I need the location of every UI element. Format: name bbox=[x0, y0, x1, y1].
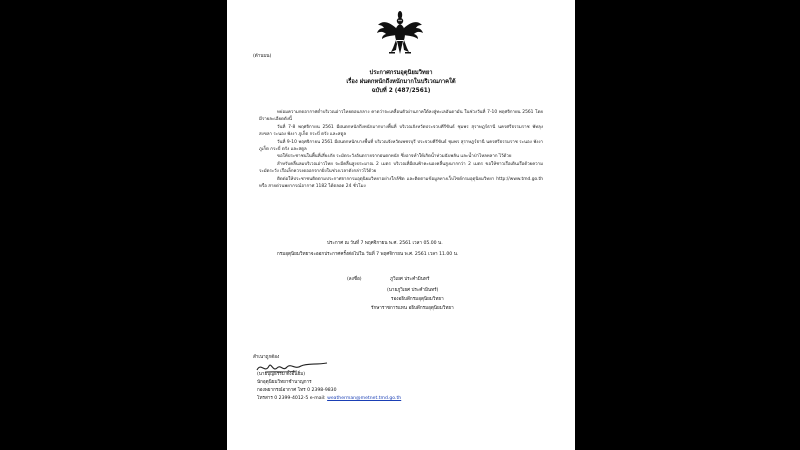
announcement-title: ประกาศกรมอุตุนิยมวิทยา bbox=[369, 70, 433, 76]
announcement-issue: ฉบับที่ 2 (487/2561) bbox=[371, 88, 431, 94]
signer-role: รองอธิบดีกรมอุตุนิยมวิทยา bbox=[391, 297, 444, 302]
body-paragraph: วันที่ 9-10 พฤศจิกายน 2561 มีฝนตกหนักบางพื้นที่ บริเวณจังหวัดเพชรบุรี ประจวบคีรีขันธ์ ชุมพร สุราษฎร์ธานี นครศรีธรรมราช ระนอง พังงา ภูเก็ต กระบี่ ตรัง และสตูล bbox=[259, 139, 543, 153]
garuda-emblem-icon bbox=[375, 8, 425, 58]
email-link[interactable]: weatherman@metnet.tmd.go.th bbox=[327, 396, 402, 401]
signer-role-acting: รักษาราชการแทน อธิบดีกรมอุตุนิยมวิทยา bbox=[371, 306, 454, 311]
copy-signer-role: นักอุตุนิยมวิทยาชำนาญการ bbox=[257, 380, 312, 385]
signer-name: ภูวิเยศ ประคำมินทร์ bbox=[390, 277, 430, 282]
body-paragraph: ติดต่อให้ประชาชนติดตามประกาศจากกรมอุตุนิยมวิทยาอย่างใกล้ชิด และติดตามข้อมูลทางเว็บไซต์กรมอุตุนิยมวิทยา http://www.tmd.go.th หรือ สายด่วนพยากรณ์อากาศ 1182 ได้ตลอด 24 ชั่วโมง bbox=[259, 176, 543, 190]
copy-certified-label: สำเนาถูกต้อง bbox=[253, 355, 280, 360]
copy-contact-text: โทรสาร 0 2399-4012-5 e-mail: bbox=[257, 396, 326, 401]
document-page bbox=[227, 0, 575, 450]
copy-signer-name: (นายบุญธรรม ตั้งอั้นฮิ่ม) bbox=[257, 372, 306, 377]
copy-department: กองพยากรณ์อากาศ โทร 0 2398-9830 bbox=[257, 388, 337, 393]
issued-at: ประกาศ ณ วันที่ 7 พฤศจิกายน พ.ศ. 2561 เวลา 05.00 น. bbox=[327, 241, 443, 246]
body-paragraph: วันที่ 7-8 พฤศจิกายน 2561 มีฝนตกหนักถึงหนักมากบางพื้นที่ บริเวณจังหวัดประจวบคีรีขันธ์ ชุมพร สุราษฎร์ธานี นครศรีธรรมราช พัทลุง สงขลา ระนอง พังงา ภูเก็ต กระบี่ ตรัง และสตูล bbox=[259, 124, 543, 138]
next-notice: กรมอุตุนิยมวิทยาจะออกประกาศครั้งต่อไปใน วันที่ 7 พฤศจิกายน พ.ศ. 2561 เวลา 11.00 น. bbox=[277, 252, 459, 257]
continued-note: (ด้านบน) bbox=[253, 54, 272, 59]
signer-name-paren: (นายภูวิเยศ ประคำมินทร์) bbox=[387, 288, 439, 293]
body-paragraph: ขอให้ประชาชนในพื้นที่เสี่ยงภัย ระมัดระวังอันตรายจากฝนตกหนัก ซึ่งอาจทำให้เกิดน้ำท่วมฉับพลัน และน้ำป่าไหลหลาก ไว้ด้วย bbox=[277, 154, 512, 160]
signed-label: (ลงชื่อ) bbox=[347, 277, 362, 282]
announcement-body bbox=[259, 109, 543, 190]
announcement-subject: เรื่อง ฝนตกหนักถึงหนักมากในบริเวณภาคใต้ bbox=[346, 79, 456, 85]
copy-contact bbox=[257, 396, 401, 402]
body-paragraph: หย่อมความกดอากาศต่ำบริเวณอ่าวไทยตอนกลาง คาดว่าจะเคลื่อนตัวผ่านภาคใต้ลงสู่ทะเลอันดามัน ในช่วงวันที่ 7-10 พฤศจิกายน 2561 โดยมีรายละเอียดดังนี้ bbox=[259, 110, 543, 123]
body-paragraph: สำหรับคลื่นลมบริเวณอ่าวไทย จะมีคลื่นสูงประมาณ 2 เมตร บริเวณที่มีฝนฟ้าคะนองคลื่นสูงมากกว่า 2 เมตร ขอให้ชาวเรือเดินเรือด้วยความระมัดระวัง เรือเล็กควรงดออกจากฝั่งในช่วงเวลาดังกล่าวไว้ด้วย bbox=[259, 161, 543, 175]
